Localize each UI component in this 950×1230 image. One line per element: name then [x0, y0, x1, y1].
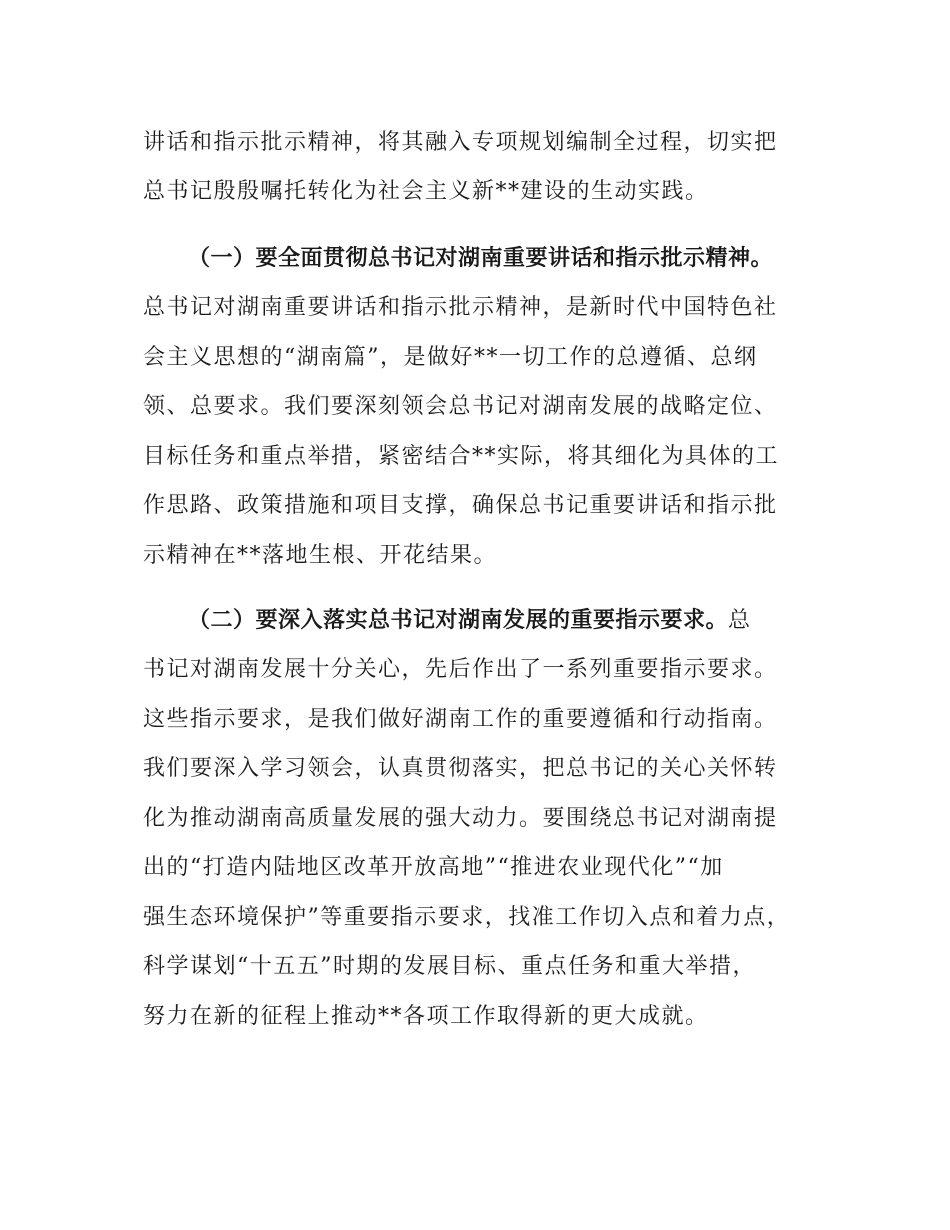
paragraph-line: 总书记殷殷嘱托转化为社会主义新**建设的生动实践。	[143, 179, 709, 204]
paragraph-line: 这些指示要求，是我们做好湖南工作的重要遵循和行动指南。	[143, 707, 778, 732]
paragraph-line: 强生态环境保护”等重要指示要求，找准工作切入点和着力点，	[143, 905, 791, 930]
paragraph-line: 书记对湖南发展十分关心，先后作出了一系列重要指示要求。	[143, 657, 778, 682]
paragraph-line: 总书记对湖南重要讲话和指示批示精神，是新时代中国特色社	[143, 295, 778, 320]
paragraph-line: 会主义思想的“湖南篇”，是做好**一切工作的总遵循、总纲	[143, 345, 758, 370]
section-heading-1: （一）要全面贯彻总书记对湖南重要讲话和指示批示精神。	[188, 246, 774, 271]
paragraph-line: 科学谋划“十五五”时期的发展目标、重点任务和重大举措，	[143, 954, 756, 979]
paragraph-line: 努力在新的征程上推动**各项工作取得新的更大成就。	[143, 1004, 709, 1029]
paragraph-line: 化为推动湖南高质量发展的强大动力。要围绕总书记对湖南提	[143, 806, 778, 831]
paragraph-line: 讲话和指示批示精神，将其融入专项规划编制全过程，切实把	[143, 130, 778, 155]
paragraph-line: 目标任务和重点举措，紧密结合**实际，将其细化为具体的工	[143, 444, 780, 469]
paragraph-line: 作思路、政策措施和项目支撑，确保总书记重要讲话和指示批	[143, 493, 778, 518]
paragraph-line: 我们要深入学习领会，认真贯彻落实，把总书记的关心关怀转	[143, 756, 778, 781]
paragraph-line: 领、总要求。我们要深刻领会总书记对湖南发展的战略定位、	[143, 394, 778, 419]
paragraph-line: 出的“打造内陆地区改革开放高地”“推进农业现代化”“加	[143, 855, 724, 880]
section-heading-2: （二）要深入落实总书记对湖南发展的重要指示要求。	[188, 608, 729, 633]
paragraph-line: 示精神在**落地生根、开花结果。	[143, 543, 498, 568]
section-2-lead-in: 总	[728, 608, 752, 633]
section-2-first-line	[188, 606, 752, 636]
